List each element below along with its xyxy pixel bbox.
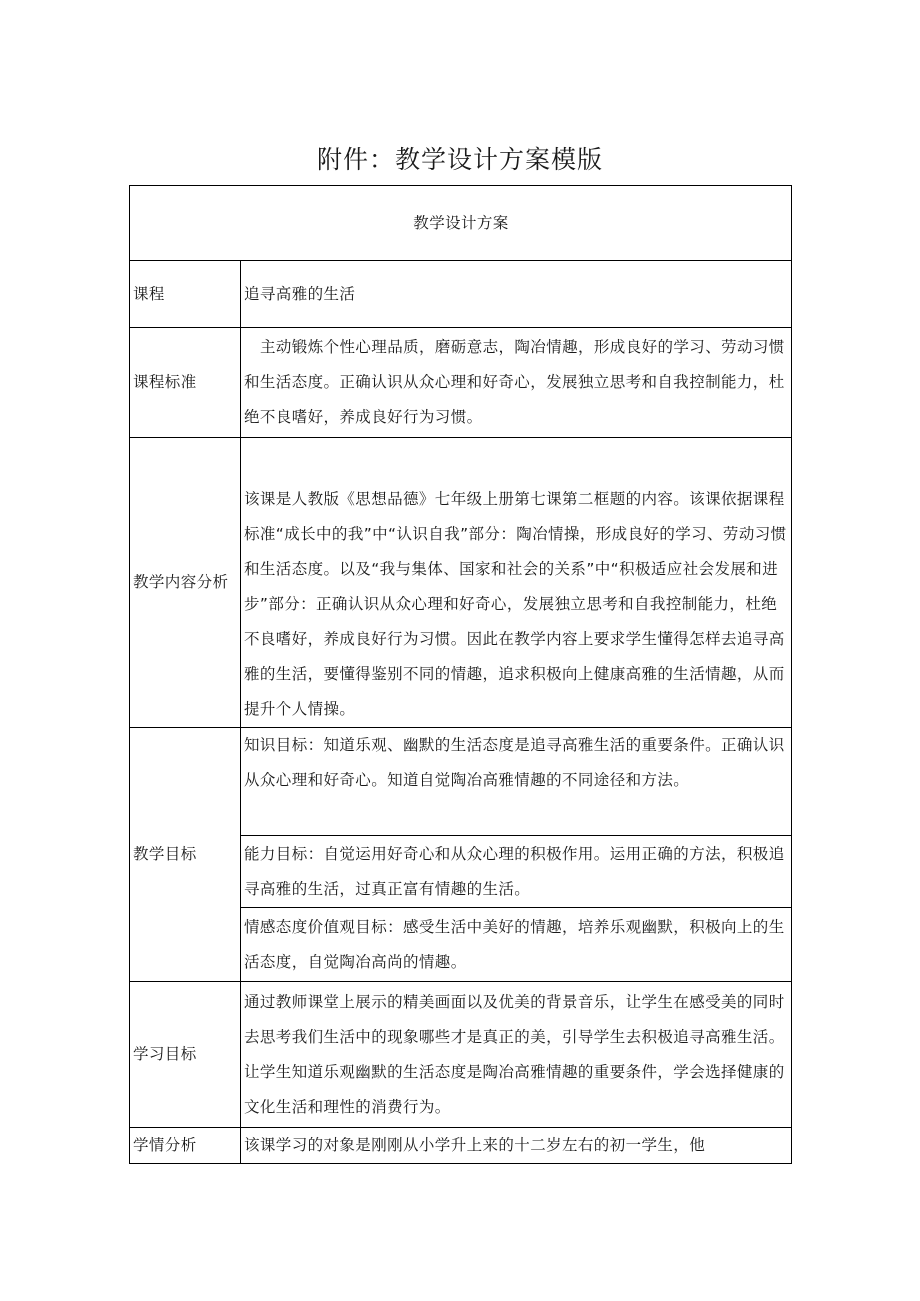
learner-analysis-label: 学情分析 [130,1128,241,1164]
objective-emotion: 情感态度价值观目标：感受生活中美好的情趣，培养乐观幽默，积极向上的生活态度，自觉陶冶高尚的情趣。 [241,908,792,982]
table-row-content-analysis [130,438,792,728]
content-analysis-value: 该课是人教版《思想品德》七年级上册第七课第二框题的内容。该课依据课程标准“成长中的我”中“认识自我”部分：陶冶情操，形成良好的学习、劳动习惯和生活态度。以及“我与集体、国家和社会的关系”中“积极适应社会发展和进步”部分：正确认识从众心理和好奇心，发展独立思考和自我控制能力，杜绝不良嗜好，养成良好行为习惯。因此在教学内容上要求学生懂得怎样去追寻高雅的生活，要懂得鉴别不同的情趣，追求积极向上健康高雅的生活情趣，从而提升个人情操。 [241,438,792,728]
table-header-row [130,186,792,261]
table-row-learning-goals [130,982,792,1128]
course-label: 课程 [130,261,241,328]
page-title: 附件：教学设计方案模版 [316,145,603,174]
objective-knowledge: 知识目标：知道乐观、幽默的生活态度是追寻高雅生活的重要条件。正确认识从众心理和好奇心。知道自觉陶冶高雅情趣的不同途径和方法。 [241,728,792,836]
table-row-objective-knowledge [130,728,792,836]
lesson-plan-table [129,185,792,1164]
table-row-learner-analysis [130,1128,792,1164]
objectives-label: 教学目标 [130,728,241,982]
content-analysis-label: 教学内容分析 [130,438,241,728]
standard-value: 主动锻炼个性心理品质，磨砺意志，陶冶情趣，形成良好的学习、劳动习惯和生活态度。正确认识从众心理和好奇心，发展独立思考和自我控制能力，杜绝不良嗜好，养成良好行为习惯。 [241,328,792,438]
table-header: 教学设计方案 [130,186,792,261]
learning-goals-value: 通过教师课堂上展示的精美画面以及优美的背景音乐，让学生在感受美的同时去思考我们生活中的现象哪些才是真正的美，引导学生去积极追寻高雅生活。让学生知道乐观幽默的生活态度是陶冶高雅情趣的重要条件，学会选择健康的文化生活和理性的消费行为。 [241,982,792,1128]
table-row-course [130,261,792,328]
learning-goals-label: 学习目标 [130,982,241,1128]
course-value: 追寻高雅的生活 [241,261,792,328]
learner-analysis-value: 该课学习的对象是刚刚从小学升上来的十二岁左右的初一学生，他 [241,1128,792,1164]
standard-label: 课程标准 [130,328,241,438]
table-row-standard [130,328,792,438]
objective-ability: 能力目标：自觉运用好奇心和从众心理的积极作用。运用正确的方法，积极追寻高雅的生活，过真正富有情趣的生活。 [241,836,792,908]
